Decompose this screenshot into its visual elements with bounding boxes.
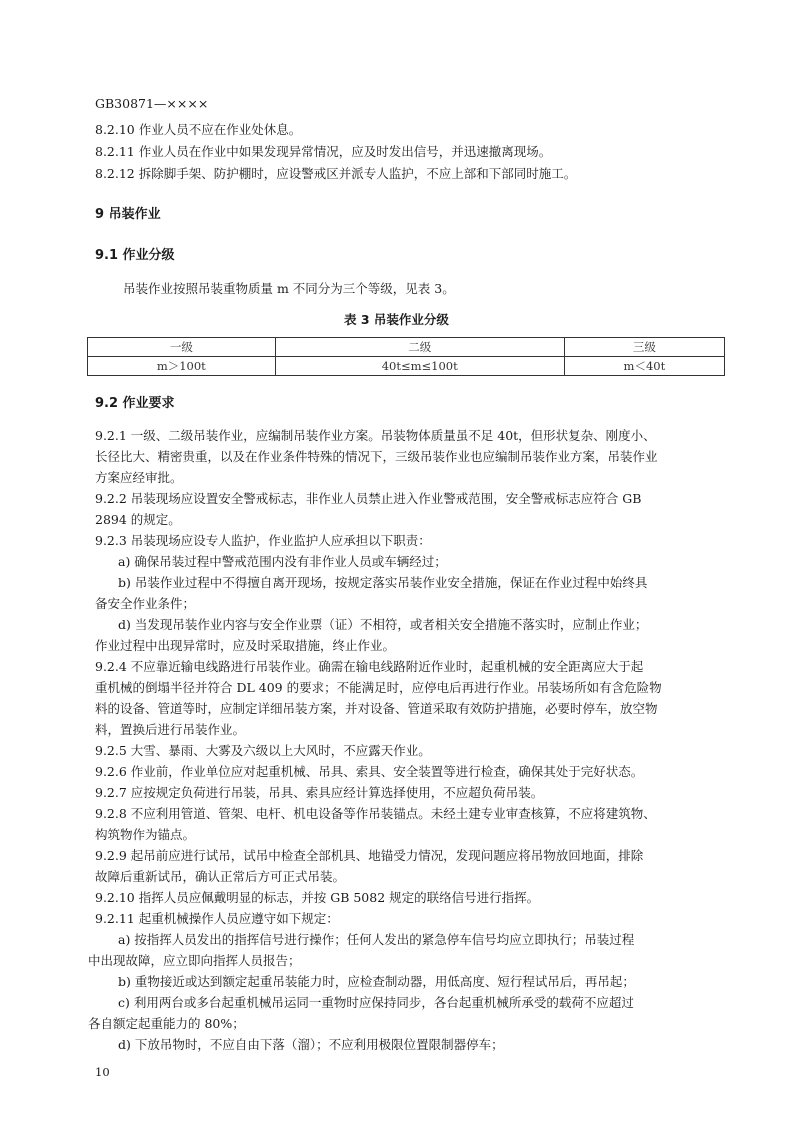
clause-8-2-12: 8.2.12 拆除脚手架、防护棚时，应设警戒区并派专人监护，不应上部和下部同时施工。 (95, 166, 577, 181)
clause-9-2-3-b-line-1: b) 吊装作业过程中不得擅自离开现场，按规定落实吊装作业安全措施，保证在作业过程中始终具 (118, 575, 648, 590)
clause-9-2-3-b-line-2: 备安全作业条件； (95, 596, 196, 611)
clause-9-2-11-a-line-1: a) 按指挥人员发出的指挥信号进行操作；任何人发出的紧急停车信号均应立即执行；吊装过程 (118, 932, 635, 947)
clause-9-2-4-line-4: 料，置换后进行吊装作业。 (95, 722, 246, 737)
paragraph-9-1: 吊装作业按照吊装重物质量 m 不同分为三个等级，见表 3。 (123, 281, 455, 296)
clause-9-2-11-a-line-2: 中出现故障，应立即向指挥人员报告； (88, 953, 301, 968)
clause-9-2-7: 9.2.7 应按规定负荷进行吊装，吊具、索具应经计算选择使用，不应超负荷吊装。 (95, 785, 544, 800)
clause-8-2-11: 8.2.11 作业人员在作业中如果发现异常情况，应及时发出信号，并迅速撤离现场。 (95, 144, 552, 159)
clause-9-2-6: 9.2.6 作业前，作业单位应对起重机械、吊具、索具、安全装置等进行检查，确保其处于完好状态。 (95, 764, 644, 779)
table-header-cell: 二级 (275, 338, 564, 357)
clause-9-2-3-d-line-2: 作业过程中出现异常时，应及时采取措施，终止作业。 (95, 638, 396, 653)
clause-9-2-8-line-2: 构筑物作为锚点。 (95, 827, 196, 842)
clause-9-2-10: 9.2.10 指挥人员应佩戴明显的标志，并按 GB 5082 规定的联络信号进行指挥。 (95, 890, 540, 905)
page-number: 10 (95, 1065, 110, 1079)
clause-9-2-4-line-2: 重机械的倒塌半径并符合 DL 409 的要求；不能满足时，应停电后再进行作业。吊装场所如有含危险物 (95, 680, 662, 695)
clause-9-2-1-line-1: 9.2.1 一级、二级吊装作业，应编制吊装作业方案。吊装物体质量虽不足 40t，但形状复杂、刚度小、 (95, 428, 656, 443)
table-3 (87, 337, 725, 376)
section-9-2-heading: 9.2 作业要求 (95, 396, 175, 411)
clause-8-2-10: 8.2.10 作业人员不应在作业处休息。 (95, 122, 302, 137)
table-header-cell: 三级 (564, 338, 724, 357)
clause-9-2-4-line-3: 料的设备、管道等时，应制定详细吊装方案，并对设备、管道采取有效防护措施，必要时停车，放空物 (95, 701, 658, 716)
document-header: GB30871—×××× (95, 96, 209, 111)
clause-9-2-3-d-line-1: d) 当发现吊装作业内容与安全作业票（证）不相符，或者相关安全措施不落实时，应制止作业； (118, 617, 648, 632)
section-9-1-heading: 9.1 作业分级 (95, 248, 175, 263)
clause-9-2-11-c-line-2: 各自额定起重能力的 80%； (88, 1016, 245, 1031)
clause-9-2-4-line-1: 9.2.4 不应靠近输电线路进行吊装作业。确需在输电线路附近作业时，起重机械的安全距离应大于起 (95, 659, 644, 674)
clause-9-2-11-c-line-1: c) 利用两台或多台起重机械吊运同一重物时应保持同步，各台起重机械所承受的载荷不应超过 (118, 995, 634, 1010)
table-cell: m＞100t (88, 357, 276, 376)
clause-9-2-9-line-1: 9.2.9 起吊前应进行试吊，试吊中检查全部机具、地锚受力情况，发现问题应将吊物放回地面，排除 (95, 848, 644, 863)
table-row (88, 357, 725, 376)
table-3-caption: 表 3 吊装作业分级 (344, 312, 449, 327)
table-header-row (88, 338, 725, 357)
clause-9-2-1-line-2: 长径比大、精密贵重，以及在作业条件特殊的情况下，三级吊装作业也应编制吊装作业方案，吊装作业 (95, 449, 658, 464)
clause-9-2-5: 9.2.5 大雪、暴雨、大雾及六级以上大风时，不应露天作业。 (95, 743, 431, 758)
section-9-heading: 9 吊装作业 (95, 207, 161, 222)
clause-9-2-11: 9.2.11 起重机械操作人员应遵守如下规定： (95, 911, 339, 926)
clause-9-2-1-line-3: 方案应经审批。 (95, 470, 183, 485)
clause-9-2-3-a: a) 确保吊装过程中警戒范围内没有非作业人员或车辆经过； (118, 554, 447, 569)
clause-9-2-11-d: d) 下放吊物时，不应自由下落（溜）；不应利用极限位置限制器停车； (118, 1037, 504, 1052)
clause-9-2-2-line-2: 2894 的规定。 (95, 512, 181, 527)
table-cell: 40t≤m≤100t (275, 357, 564, 376)
clause-9-2-11-b: b) 重物接近或达到额定起重吊装能力时，应检查制动器，用低高度、短行程试吊后，再吊起； (118, 974, 635, 989)
clause-9-2-2-line-1: 9.2.2 吊装现场应设置安全警戒标志，非作业人员禁止进入作业警戒范围，安全警戒标志应符合 GB (95, 491, 642, 506)
table-cell: m＜40t (564, 357, 724, 376)
clause-9-2-8-line-1: 9.2.8 不应利用管道、管架、电杆、机电设备等作吊装锚点。未经土建专业审查核算，不应将建筑物、 (95, 806, 656, 821)
clause-9-2-3: 9.2.3 吊装现场应设专人监护，作业监护人应承担以下职责： (95, 533, 431, 548)
table-header-cell: 一级 (88, 338, 276, 357)
clause-9-2-9-line-2: 故障后重新试吊，确认正常后方可正式吊装。 (95, 869, 346, 884)
